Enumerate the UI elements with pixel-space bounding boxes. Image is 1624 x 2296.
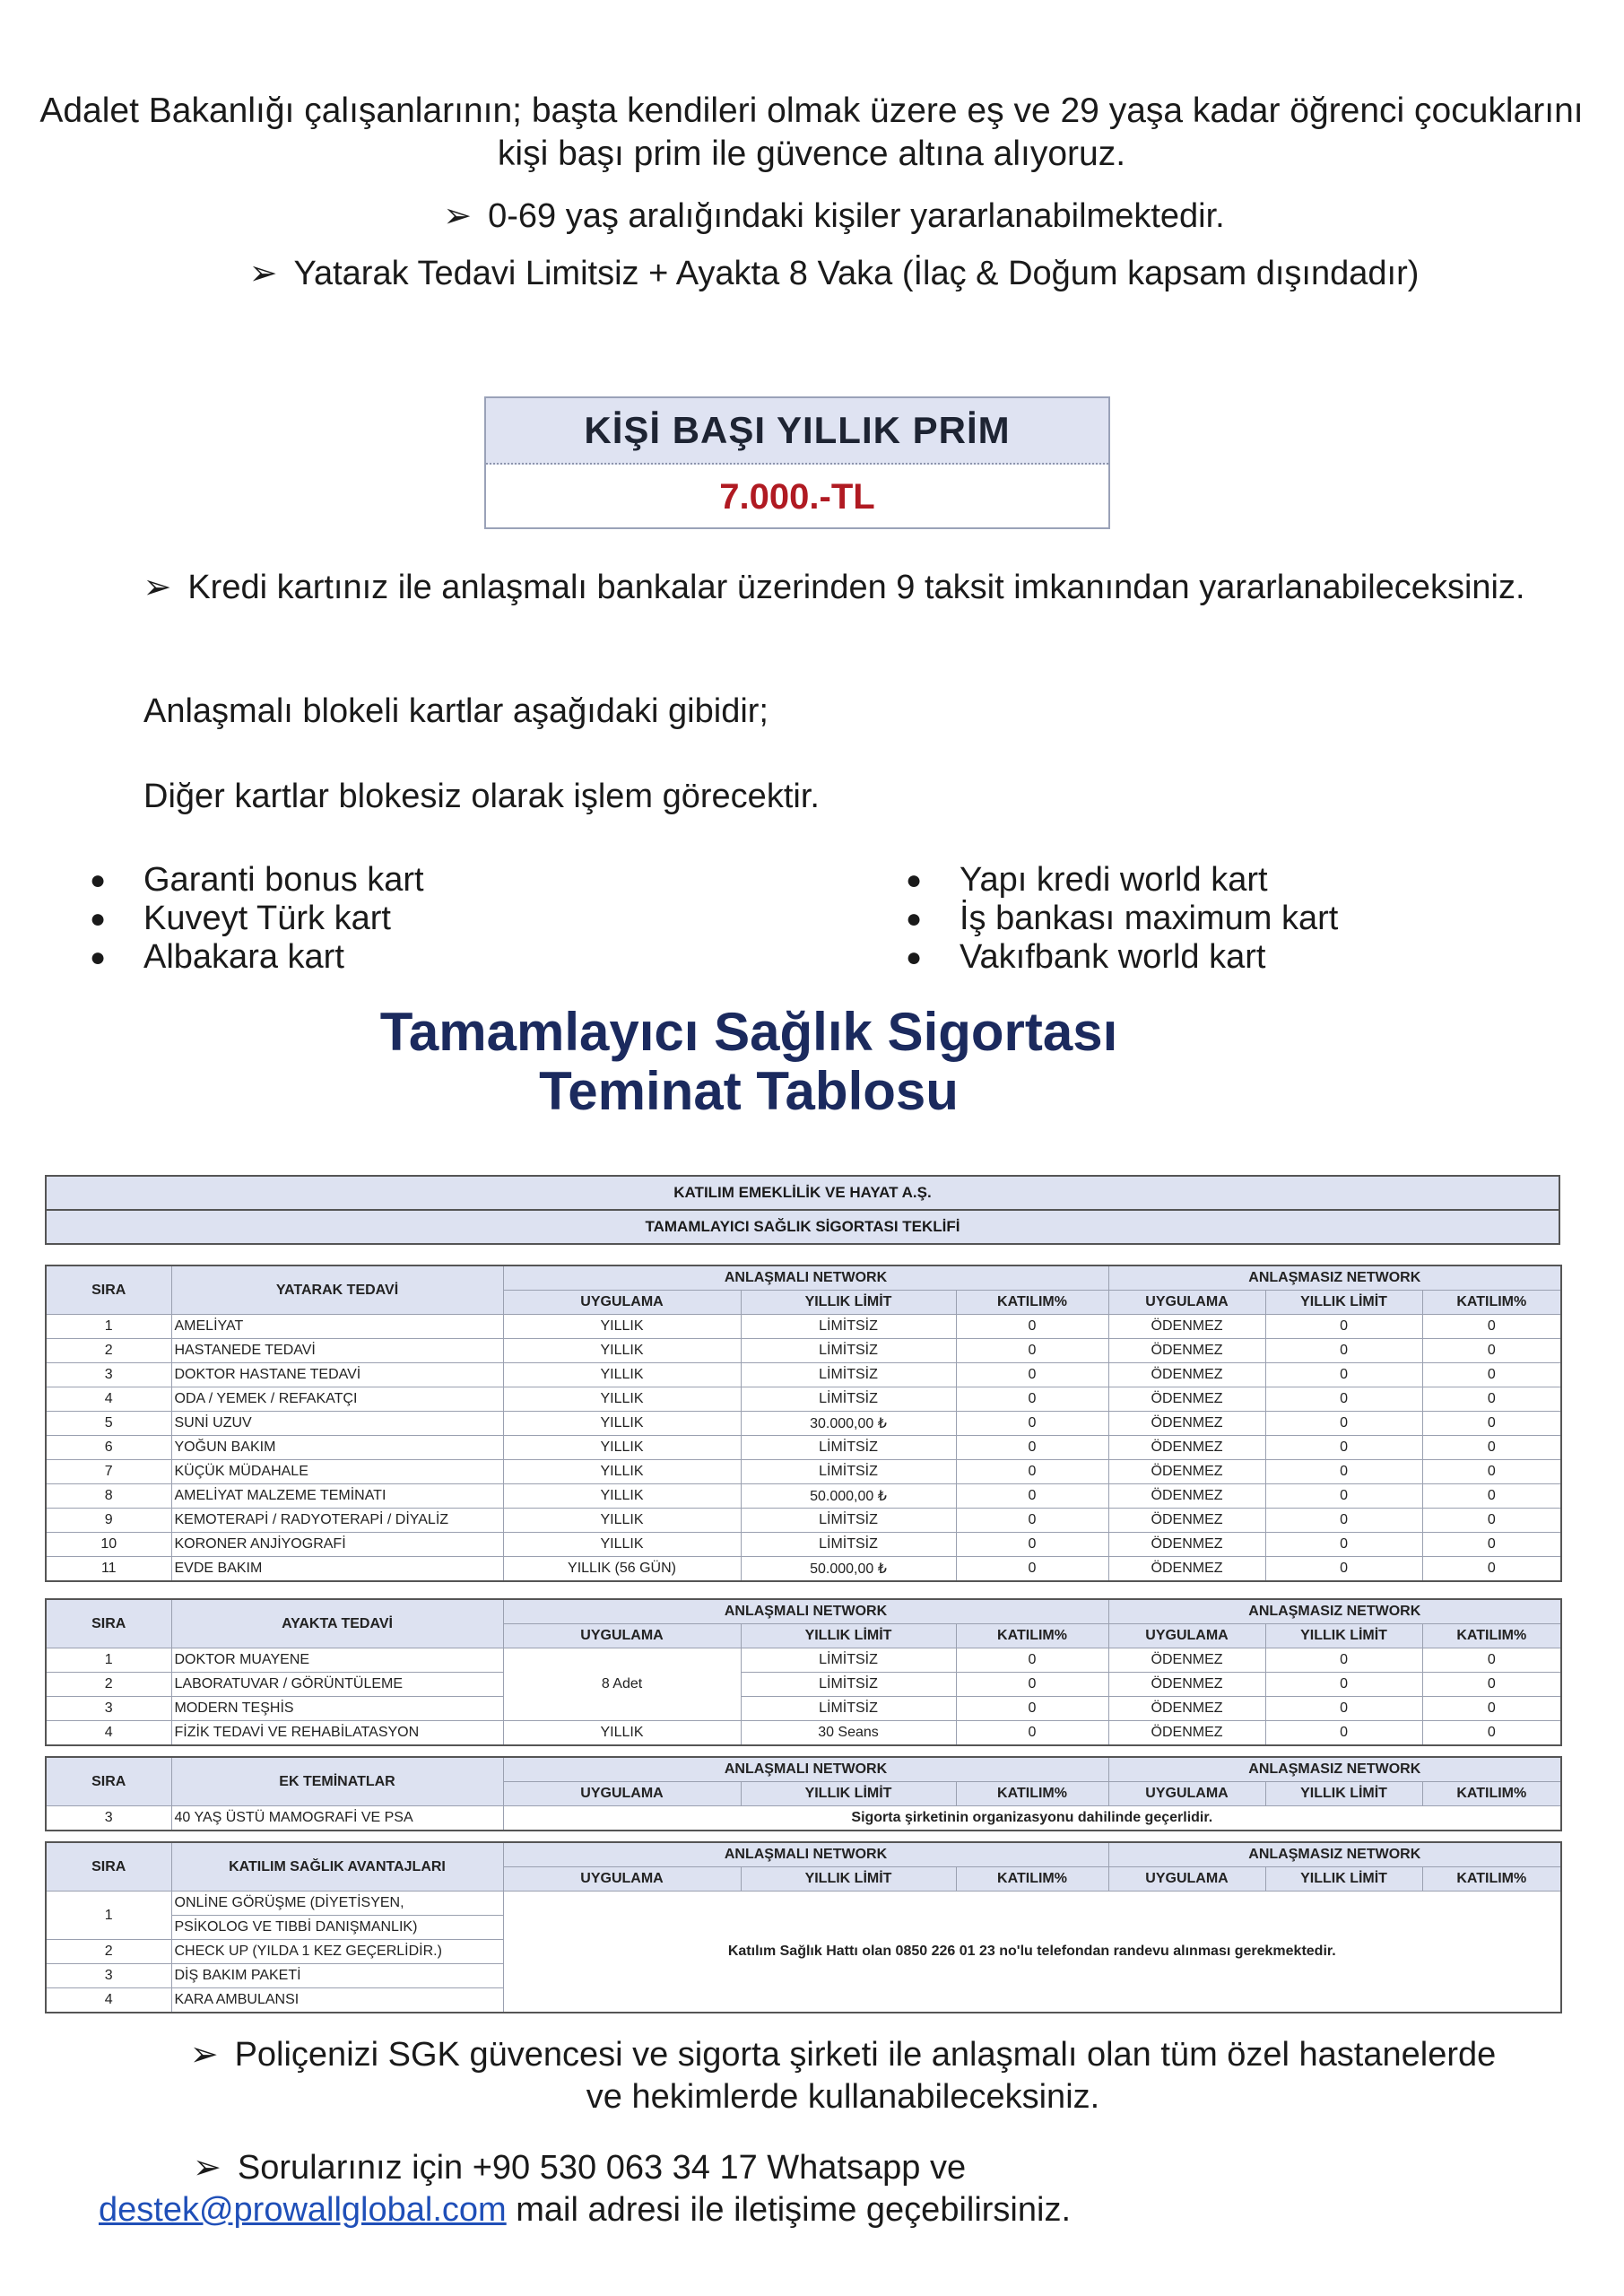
extra-coverage-note: Sigorta şirketinin organizasyonu dahilinde geçerlidir. [503, 1806, 1561, 1831]
annual-limit: LİMİTSİZ [741, 1697, 956, 1721]
application-out: ÖDENMEZ [1108, 1721, 1265, 1746]
participation-out: 0 [1422, 1339, 1561, 1363]
participation: 0 [956, 1436, 1108, 1460]
network-in-header: ANLAŞMALI NETWORK [503, 1265, 1108, 1291]
application: YILLIK [503, 1721, 741, 1746]
offer-title: TAMAMLAYICI SAĞLIK SİGORTASI TEKLİFİ [47, 1211, 1559, 1243]
table-row [46, 1533, 1561, 1557]
participation-out: 0 [1422, 1460, 1561, 1484]
participation: 0 [956, 1412, 1108, 1436]
annual-limit: 30 Seans [741, 1721, 956, 1746]
col-limit: YILLIK LİMİT [741, 1782, 956, 1806]
row-number: 4 [46, 1387, 171, 1412]
row-number: 10 [46, 1533, 171, 1557]
application: YILLIK [503, 1436, 741, 1460]
section-title: KATILIM SAĞLIK AVANTAJLARI [171, 1842, 503, 1892]
contact-text-end: mail adresi ile iletişime geçebilirsiniz. [516, 2191, 1072, 2229]
application: YILLIK [503, 1509, 741, 1533]
annual-limit-out: 0 [1265, 1673, 1422, 1697]
application-out: ÖDENMEZ [1108, 1387, 1265, 1412]
card-name: Kuveyt Türk kart [143, 900, 391, 937]
application: YILLIK [503, 1315, 741, 1339]
application: YILLIK [503, 1412, 741, 1436]
col-limit: YILLIK LİMİT [1265, 1867, 1422, 1892]
col-limit: YILLIK LİMİT [1265, 1624, 1422, 1648]
policy-text: Poliçenizi SGK güvencesi ve sigorta şirketi ile anlaşmalı olan tüm özel hastanelerde ve hekimlerde kullanabileceksiniz. [234, 2036, 1497, 2116]
annual-limit-out: 0 [1265, 1484, 1422, 1509]
list-item [90, 900, 424, 938]
participation: 0 [956, 1648, 1108, 1673]
table-row [46, 1806, 1561, 1831]
coverage-name: LABORATUVAR / GÖRÜNTÜLEME [171, 1673, 503, 1697]
participation: 0 [956, 1339, 1108, 1363]
application-out: ÖDENMEZ [1108, 1315, 1265, 1339]
col-limit: YILLIK LİMİT [741, 1867, 956, 1892]
network-out-header: ANLAŞMASIZ NETWORK [1108, 1599, 1561, 1624]
annual-limit-out: 0 [1265, 1387, 1422, 1412]
coverage-name: AMELİYAT MALZEME TEMİNATI [171, 1484, 503, 1509]
row-number: 2 [46, 1940, 171, 1964]
annual-limit-out: 0 [1265, 1436, 1422, 1460]
application-out: ÖDENMEZ [1108, 1339, 1265, 1363]
bullet-icon: ● [90, 904, 107, 934]
participation-out: 0 [1422, 1533, 1561, 1557]
annual-limit-out: 0 [1265, 1697, 1422, 1721]
coverage-name: EVDE BAKIM [171, 1557, 503, 1582]
row-number: 2 [46, 1339, 171, 1363]
col-katilim: KATILIM% [1422, 1624, 1561, 1648]
table-company-header [45, 1175, 1560, 1245]
row-number: 3 [46, 1697, 171, 1721]
title-line-1: Tamamlayıcı Sağlık Sigortası [379, 1002, 1118, 1062]
card-name: İş bankası maximum kart [960, 900, 1339, 937]
application: YILLIK [503, 1460, 741, 1484]
advantage-name: ONLİNE GÖRÜŞME (DİYETİSYEN, [171, 1892, 503, 1916]
participation-out: 0 [1422, 1315, 1561, 1339]
annual-limit-out: 0 [1265, 1412, 1422, 1436]
premium-value: 7.000.-TL [719, 476, 875, 517]
participation-out: 0 [1422, 1648, 1561, 1673]
list-item [906, 900, 1338, 938]
annual-limit: LİMİTSİZ [741, 1673, 956, 1697]
annual-limit: 50.000,00 ₺ [741, 1484, 956, 1509]
coverage-name: ODA / YEMEK / REFAKATÇI [171, 1387, 503, 1412]
participation: 0 [956, 1509, 1108, 1533]
coverage-name: AMELİYAT [171, 1315, 503, 1339]
annual-limit: 50.000,00 ₺ [741, 1557, 956, 1582]
card-name: Garanti bonus kart [143, 861, 424, 899]
col-limit: YILLIK LİMİT [1265, 1782, 1422, 1806]
row-number: 3 [46, 1806, 171, 1831]
participation: 0 [956, 1387, 1108, 1412]
col-uygulama: UYGULAMA [1108, 1291, 1265, 1315]
participation-out: 0 [1422, 1557, 1561, 1582]
col-sira: SIRA [46, 1842, 171, 1892]
participation-out: 0 [1422, 1412, 1561, 1436]
network-in-header: ANLAŞMALI NETWORK [503, 1842, 1108, 1867]
coverage-name: 40 YAŞ ÜSTÜ MAMOGRAFİ VE PSA [171, 1806, 503, 1831]
annual-limit: LİMİTSİZ [741, 1387, 956, 1412]
annual-limit: LİMİTSİZ [741, 1363, 956, 1387]
coverage-table-title [224, 1003, 1273, 1121]
advantage-name: DİŞ BAKIM PAKETİ [171, 1964, 503, 1988]
row-number: 4 [46, 1988, 171, 2013]
annual-limit-out: 0 [1265, 1363, 1422, 1387]
section-title: EK TEMİNATLAR [171, 1757, 503, 1806]
coverage-name: SUNİ UZUV [171, 1412, 503, 1436]
network-in-header: ANLAŞMALI NETWORK [503, 1599, 1108, 1624]
col-uygulama: UYGULAMA [1108, 1867, 1265, 1892]
table-row [46, 1721, 1561, 1746]
inpatient-section [45, 1265, 1560, 1582]
row-number: 8 [46, 1484, 171, 1509]
col-uygulama: UYGULAMA [1108, 1624, 1265, 1648]
table-row [46, 1363, 1561, 1387]
coverage-name: FİZİK TEDAVİ VE REHABİLATASYON [171, 1721, 503, 1746]
row-number: 3 [46, 1363, 171, 1387]
application-out: ÖDENMEZ [1108, 1460, 1265, 1484]
network-in-header: ANLAŞMALI NETWORK [503, 1757, 1108, 1782]
section-title: AYAKTA TEDAVİ [171, 1599, 503, 1648]
annual-limit: LİMİTSİZ [741, 1648, 956, 1673]
col-katilim: KATILIM% [956, 1291, 1108, 1315]
application: YILLIK (56 GÜN) [503, 1557, 741, 1582]
application-out: ÖDENMEZ [1108, 1673, 1265, 1697]
premium-title: KİŞİ BAŞI YILLIK PRİM [486, 398, 1108, 465]
col-uygulama: UYGULAMA [503, 1867, 741, 1892]
col-uygulama: UYGULAMA [503, 1782, 741, 1806]
row-number: 3 [46, 1964, 171, 1988]
application: YILLIK [503, 1387, 741, 1412]
table-row [46, 1412, 1561, 1436]
inpatient-rows [46, 1315, 1561, 1582]
email-link[interactable]: destek@prowallglobal.com [99, 2191, 507, 2229]
advantages-section [45, 1841, 1560, 2013]
card-name: Albakara kart [143, 938, 344, 976]
other-cards-text: Diğer kartlar blokesiz olarak işlem görecektir. [143, 778, 820, 815]
application-out: ÖDENMEZ [1108, 1436, 1265, 1460]
row-number: 2 [46, 1673, 171, 1697]
arrow-icon: ➢ [248, 255, 278, 292]
application-out: ÖDENMEZ [1108, 1484, 1265, 1509]
annual-limit: LİMİTSİZ [741, 1460, 956, 1484]
table-row [46, 1557, 1561, 1582]
advantage-name-cont: PSİKOLOG VE TIBBİ DANIŞMANLIK) [171, 1916, 503, 1940]
card-list-left [90, 861, 424, 977]
bullet-icon: ● [90, 943, 107, 972]
policy-bullet [179, 2034, 1507, 2118]
contact-bullet [99, 2147, 1498, 2231]
advantage-name: CHECK UP (YILDA 1 KEZ GEÇERLİDİR.) [171, 1940, 503, 1964]
network-out-header: ANLAŞMASIZ NETWORK [1108, 1757, 1561, 1782]
participation-out: 0 [1422, 1363, 1561, 1387]
table-row [46, 1315, 1561, 1339]
arrow-icon: ➢ [443, 197, 473, 235]
card-name: Vakıfbank world kart [960, 938, 1266, 976]
annual-limit-out: 0 [1265, 1509, 1422, 1533]
annual-limit: LİMİTSİZ [741, 1509, 956, 1533]
participation: 0 [956, 1484, 1108, 1509]
col-katilim: KATILIM% [956, 1624, 1108, 1648]
application-out: ÖDENMEZ [1108, 1363, 1265, 1387]
table-row [46, 1892, 1561, 1916]
participation: 0 [956, 1721, 1108, 1746]
table-row [46, 1339, 1561, 1363]
annual-limit: LİMİTSİZ [741, 1315, 956, 1339]
application-shared: 8 Adet [503, 1648, 741, 1721]
table-row [46, 1387, 1561, 1412]
col-katilim: KATILIM% [1422, 1291, 1561, 1315]
participation: 0 [956, 1697, 1108, 1721]
row-number: 5 [46, 1412, 171, 1436]
row-number: 11 [46, 1557, 171, 1582]
arrow-icon: ➢ [189, 2036, 219, 2074]
card-list-right [906, 861, 1338, 977]
col-limit: YILLIK LİMİT [1265, 1291, 1422, 1315]
table-row [46, 1460, 1561, 1484]
annual-limit-out: 0 [1265, 1315, 1422, 1339]
coverage-name: HASTANEDE TEDAVİ [171, 1339, 503, 1363]
annual-limit-out: 0 [1265, 1339, 1422, 1363]
annual-limit: LİMİTSİZ [741, 1533, 956, 1557]
coverage-name: KORONER ANJİYOGRAFİ [171, 1533, 503, 1557]
application: YILLIK [503, 1339, 741, 1363]
application-out: ÖDENMEZ [1108, 1533, 1265, 1557]
col-katilim: KATILIM% [1422, 1782, 1561, 1806]
application-out: ÖDENMEZ [1108, 1509, 1265, 1533]
col-katilim: KATILIM% [956, 1867, 1108, 1892]
col-katilim: KATILIM% [956, 1782, 1108, 1806]
network-out-header: ANLAŞMASIZ NETWORK [1108, 1842, 1561, 1867]
card-name: Yapı kredi world kart [960, 861, 1268, 899]
col-limit: YILLIK LİMİT [741, 1291, 956, 1315]
contact-text: Sorularınız için +90 530 063 34 17 Whatsapp ve [237, 2149, 967, 2187]
table-row [46, 1697, 1561, 1721]
cards-intro: Anlaşmalı blokeli kartlar aşağıdaki gibidir; [143, 692, 769, 730]
list-item [906, 938, 1338, 977]
annual-limit-out: 0 [1265, 1557, 1422, 1582]
annual-limit: 30.000,00 ₺ [741, 1412, 956, 1436]
arrow-icon: ➢ [193, 2149, 221, 2187]
annual-limit: LİMİTSİZ [741, 1436, 956, 1460]
table-row [46, 1509, 1561, 1533]
participation: 0 [956, 1533, 1108, 1557]
col-sira: SIRA [46, 1757, 171, 1806]
annual-limit: LİMİTSİZ [741, 1339, 956, 1363]
list-item [90, 861, 424, 900]
advantage-name: KARA AMBULANSI [171, 1988, 503, 2013]
table-row [46, 1673, 1561, 1697]
participation-out: 0 [1422, 1484, 1561, 1509]
installment-text: Kredi kartınız ile anlaşmalı bankalar üzerinden 9 taksit imkanından yararlanabileceksiniz. [187, 569, 1525, 606]
participation-out: 0 [1422, 1721, 1561, 1746]
application: YILLIK [503, 1484, 741, 1509]
participation-out: 0 [1422, 1509, 1561, 1533]
participation: 0 [956, 1363, 1108, 1387]
premium-box [484, 396, 1110, 529]
row-number: 9 [46, 1509, 171, 1533]
application: YILLIK [503, 1363, 741, 1387]
row-number: 7 [46, 1460, 171, 1484]
participation: 0 [956, 1460, 1108, 1484]
participation: 0 [956, 1557, 1108, 1582]
application-out: ÖDENMEZ [1108, 1648, 1265, 1673]
coverage-text: Yatarak Tedavi Limitsiz + Ayakta 8 Vaka (İlaç & Doğum kapsam dışındadır) [293, 255, 1420, 292]
row-number: 1 [46, 1892, 171, 1940]
outpatient-rows [46, 1648, 1561, 1746]
age-text: 0-69 yaş aralığındaki kişiler yararlanabilmektedir. [488, 197, 1225, 235]
coverage-name: KEMOTERAPİ / RADYOTERAPİ / DİYALİZ [171, 1509, 503, 1533]
application-out: ÖDENMEZ [1108, 1412, 1265, 1436]
participation: 0 [956, 1673, 1108, 1697]
bullet-icon: ● [90, 865, 107, 895]
coverage-name: DOKTOR HASTANE TEDAVİ [171, 1363, 503, 1387]
participation-out: 0 [1422, 1436, 1561, 1460]
participation-out: 0 [1422, 1387, 1561, 1412]
col-uygulama: UYGULAMA [1108, 1782, 1265, 1806]
extra-coverage-section [45, 1756, 1560, 1831]
col-limit: YILLIK LİMİT [741, 1624, 956, 1648]
age-bullet [305, 196, 1363, 238]
col-katilim: KATILIM% [1422, 1867, 1561, 1892]
company-name: KATILIM EMEKLİLİK VE HAYAT A.Ş. [47, 1177, 1559, 1211]
title-line-2: Teminat Tablosu [539, 1061, 959, 1121]
installment-bullet [135, 567, 1533, 609]
application-out: ÖDENMEZ [1108, 1557, 1265, 1582]
list-item [906, 861, 1338, 900]
bullet-icon: ● [906, 943, 923, 972]
bullet-icon: ● [906, 865, 923, 895]
participation: 0 [956, 1315, 1108, 1339]
coverage-name: DOKTOR MUAYENE [171, 1648, 503, 1673]
coverage-name: YOĞUN BAKIM [171, 1436, 503, 1460]
intro-text: Adalet Bakanlığı çalışanlarının; başta kendileri olmak üzere eş ve 29 yaşa kadar öğrenci çocuklarını kişi başı prim ile güvence altına alıyoruz. [39, 91, 1584, 173]
table-row [46, 1484, 1561, 1509]
table-row [46, 1436, 1561, 1460]
arrow-icon: ➢ [143, 569, 172, 606]
row-number: 1 [46, 1648, 171, 1673]
bullet-icon: ● [906, 904, 923, 934]
participation-out: 0 [1422, 1697, 1561, 1721]
network-out-header: ANLAŞMASIZ NETWORK [1108, 1265, 1561, 1291]
annual-limit-out: 0 [1265, 1721, 1422, 1746]
col-sira: SIRA [46, 1265, 171, 1315]
col-uygulama: UYGULAMA [503, 1291, 741, 1315]
application-out: ÖDENMEZ [1108, 1697, 1265, 1721]
outpatient-section [45, 1598, 1560, 1746]
annual-limit-out: 0 [1265, 1460, 1422, 1484]
list-item [90, 938, 424, 977]
participation-out: 0 [1422, 1673, 1561, 1697]
coverage-name: MODERN TEŞHİS [171, 1697, 503, 1721]
col-sira: SIRA [46, 1599, 171, 1648]
coverage-bullet [135, 253, 1533, 295]
col-uygulama: UYGULAMA [503, 1624, 741, 1648]
row-number: 6 [46, 1436, 171, 1460]
section-title: YATARAK TEDAVİ [171, 1265, 503, 1315]
annual-limit-out: 0 [1265, 1648, 1422, 1673]
annual-limit-out: 0 [1265, 1533, 1422, 1557]
coverage-name: KÜÇÜK MÜDAHALE [171, 1460, 503, 1484]
row-number: 4 [46, 1721, 171, 1746]
table-row [46, 1648, 1561, 1673]
row-number: 1 [46, 1315, 171, 1339]
application: YILLIK [503, 1533, 741, 1557]
advantages-note: Katılım Sağlık Hattı olan 0850 226 01 23 no'lu telefondan randevu alınması gerekmektedir. [503, 1892, 1561, 2013]
